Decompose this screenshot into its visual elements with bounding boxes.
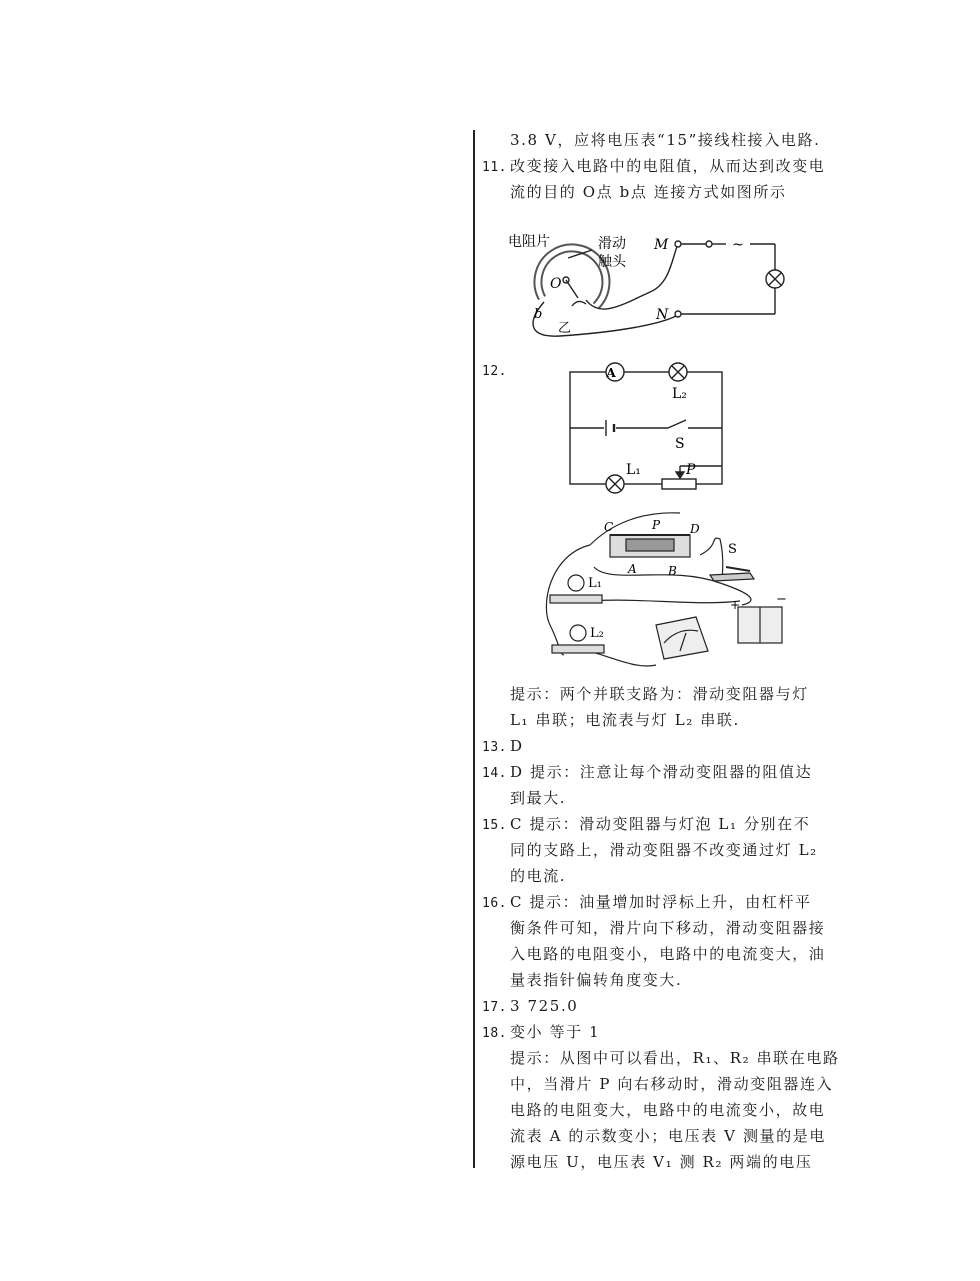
label-C: C [604,520,614,534]
figure-11-rheostat-circuit [500,228,790,348]
answer-17 [482,996,578,1018]
answer-line: 3.8 V，应将电压表“15”接线柱接入电路. [510,131,821,149]
answer-16-line-4: 量表指针偏转角度变大. [510,971,683,989]
answer-12-hint-2: L₁ 串联；电流表与灯 L₂ 串联. [510,711,740,729]
label-D: D [690,522,700,536]
label-slider-2: 触头 [598,254,626,270]
answer-16-line-3: 入电路的电阻变小，电路中的电流变大，油 [510,945,826,963]
answer-11-line-2: 流的目的 O点 b点 连接方式如图所示 [510,183,787,201]
label-O: O [550,276,562,292]
question-number: 16. [482,896,507,911]
question-number: 17. [482,1000,507,1015]
answer-16-line-2: 衡条件可知，滑片向下移动，滑动变阻器接 [510,919,826,937]
column-divider [473,130,475,1168]
answer-12-hint-1: 提示：两个并联支路为：滑动变阻器与灯 [510,685,809,703]
answer-text: 变小 等于 1 [510,1023,601,1041]
question-number: 18. [482,1026,507,1041]
answer-13 [482,736,524,758]
answer-14-line-2: 到最大. [510,789,567,807]
label-slider-1: 滑动 [598,236,626,252]
label-A: A [628,562,637,576]
ammeter-label: A [606,366,616,380]
label-plus: + [730,598,741,612]
slider-P-label: P [686,462,696,478]
switch-label: S [675,436,685,452]
label-ac: ~ [732,237,744,253]
answer-text: D [510,737,524,755]
answer-16-line-1 [482,892,812,914]
label-S: S [728,542,737,557]
answer-15-line-3: 的电流. [510,867,567,885]
answer-18-line-5: 流表 A 的示数变小；电压表 V 测量的是电 [510,1127,826,1145]
answer-text: C 提示：油量增加时浮标上升，由杠杆平 [510,893,812,911]
question-number: 11. [482,160,507,175]
label-M: M [654,237,669,253]
figure-12-physical-circuit [530,505,800,675]
label-N: N [656,307,669,323]
figure-12-schematic [560,358,730,498]
answer-18-line-1 [482,1022,600,1044]
label-minus: − [776,592,787,607]
answer-18-line-2: 提示：从图中可以看出，R₁、R₂ 串联在电路 [510,1049,840,1067]
answer-18-line-3: 中，当滑片 P 向右移动时，滑动变阻器连入 [510,1075,834,1093]
lamp-L1-label: L₁ [626,462,641,478]
label-b: b [534,307,543,322]
question-number: 13. [482,740,507,755]
label-P: P [652,518,661,532]
answer-12-number [482,360,510,382]
answer-text: 改变接入电路中的电阻值，从而达到改变电 [510,157,826,175]
answer-18-line-4: 电路的电阻变大，电路中的电流变小，故电 [510,1101,826,1119]
label-L2: L₂ [590,626,604,641]
answer-text: D 提示：注意让每个滑动变阻器的阻值达 [510,763,813,781]
question-number: 15. [482,818,507,833]
label-B: B [668,564,677,578]
answer-text: 3 725.0 [510,997,579,1015]
answer-15-line-2: 同的支路上，滑动变阻器不改变通过灯 L₂ [510,841,818,859]
question-number: 12. [482,364,507,379]
answer-text: C 提示：滑动变阻器与灯泡 L₁ 分别在不 [510,815,811,833]
answer-15-line-1 [482,814,810,836]
label-resistor: 电阻片 [508,234,550,250]
answer-11-line-1 [482,156,825,178]
answer-18-line-6: 源电压 U，电压表 V₁ 测 R₂ 两端的电压 [510,1153,813,1171]
label-L1: L₁ [588,576,602,591]
question-number: 14. [482,766,507,781]
lamp-L2-label: L₂ [672,386,687,402]
label-yi: 乙 [558,321,572,336]
answer-14-line-1 [482,762,812,784]
